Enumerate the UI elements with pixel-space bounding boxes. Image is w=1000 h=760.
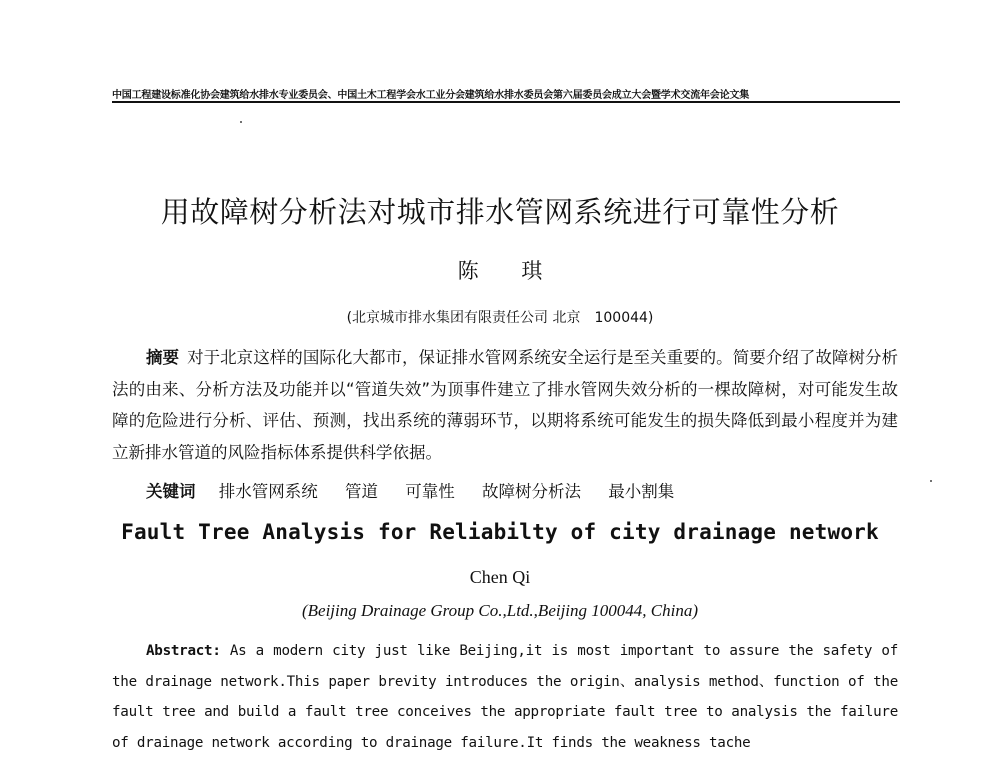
abstract-en <box>112 636 898 758</box>
scan-speck <box>930 480 932 482</box>
author-name-en: Chen Qi <box>469 567 531 587</box>
abstract-cn-text: 对于北京这样的国际化大都市，保证排水管网系统安全运行是至关重要的。简要介绍了故障树分析法的由来、分析方法及功能并以“管道失效”为顶事件建立了排水管网失效分析的一棵故障树，对可能发生故障的危险进行分析、评估、预测，找出系统的薄弱环节，以期将系统可能发生的损失降低到最小程度并为建立新排水管道的风险指标体系提供科学依据。 <box>112 348 899 462</box>
paper-title-en: Fault Tree Analysis for Reliabilty of city drainage network <box>121 520 879 544</box>
abstract-en-label: Abstract: <box>146 643 221 659</box>
keywords-cn-label: 关键词 <box>146 482 196 501</box>
keyword: 管道 <box>345 482 378 501</box>
keyword: 故障树分析法 <box>482 482 581 501</box>
keywords-cn <box>146 478 898 502</box>
keyword: 最小割集 <box>608 482 675 501</box>
scan-speck <box>240 121 242 123</box>
author-name-cn: 陈 琪 <box>457 259 561 283</box>
running-header: 中国工程建设标准化协会建筑给水排水专业委员会、中国土木工程学会水工业分会建筑给水排水委员会第六届委员会成立大会暨学术交流年会论文集 <box>112 90 749 101</box>
abstract-cn <box>112 342 898 468</box>
affiliation-en: (Beijing Drainage Group Co.,Ltd.,Beijing 100044, China) <box>301 601 699 620</box>
abstract-cn-label: 摘要 <box>146 348 180 367</box>
keyword: 排水管网系统 <box>218 482 318 501</box>
keyword: 可靠性 <box>405 482 455 501</box>
header-rule <box>112 101 900 103</box>
affiliation-cn: (北京城市排水集团有限责任公司 北京 100044) <box>346 310 654 326</box>
abstract-en-text: As a modern city just like Beijing,it is most important to assure the safety of the drainage network.This paper brevity introduces the origin、analysis method、function of the fault tree and build a fault tree conceives the appropriate fault tree to analysis the failure of drainage network according to drainage failure.It finds the weakness tache <box>112 643 898 751</box>
paper-title-cn: 用故障树分析法对城市排水管网系统进行可靠性分析 <box>160 195 840 229</box>
